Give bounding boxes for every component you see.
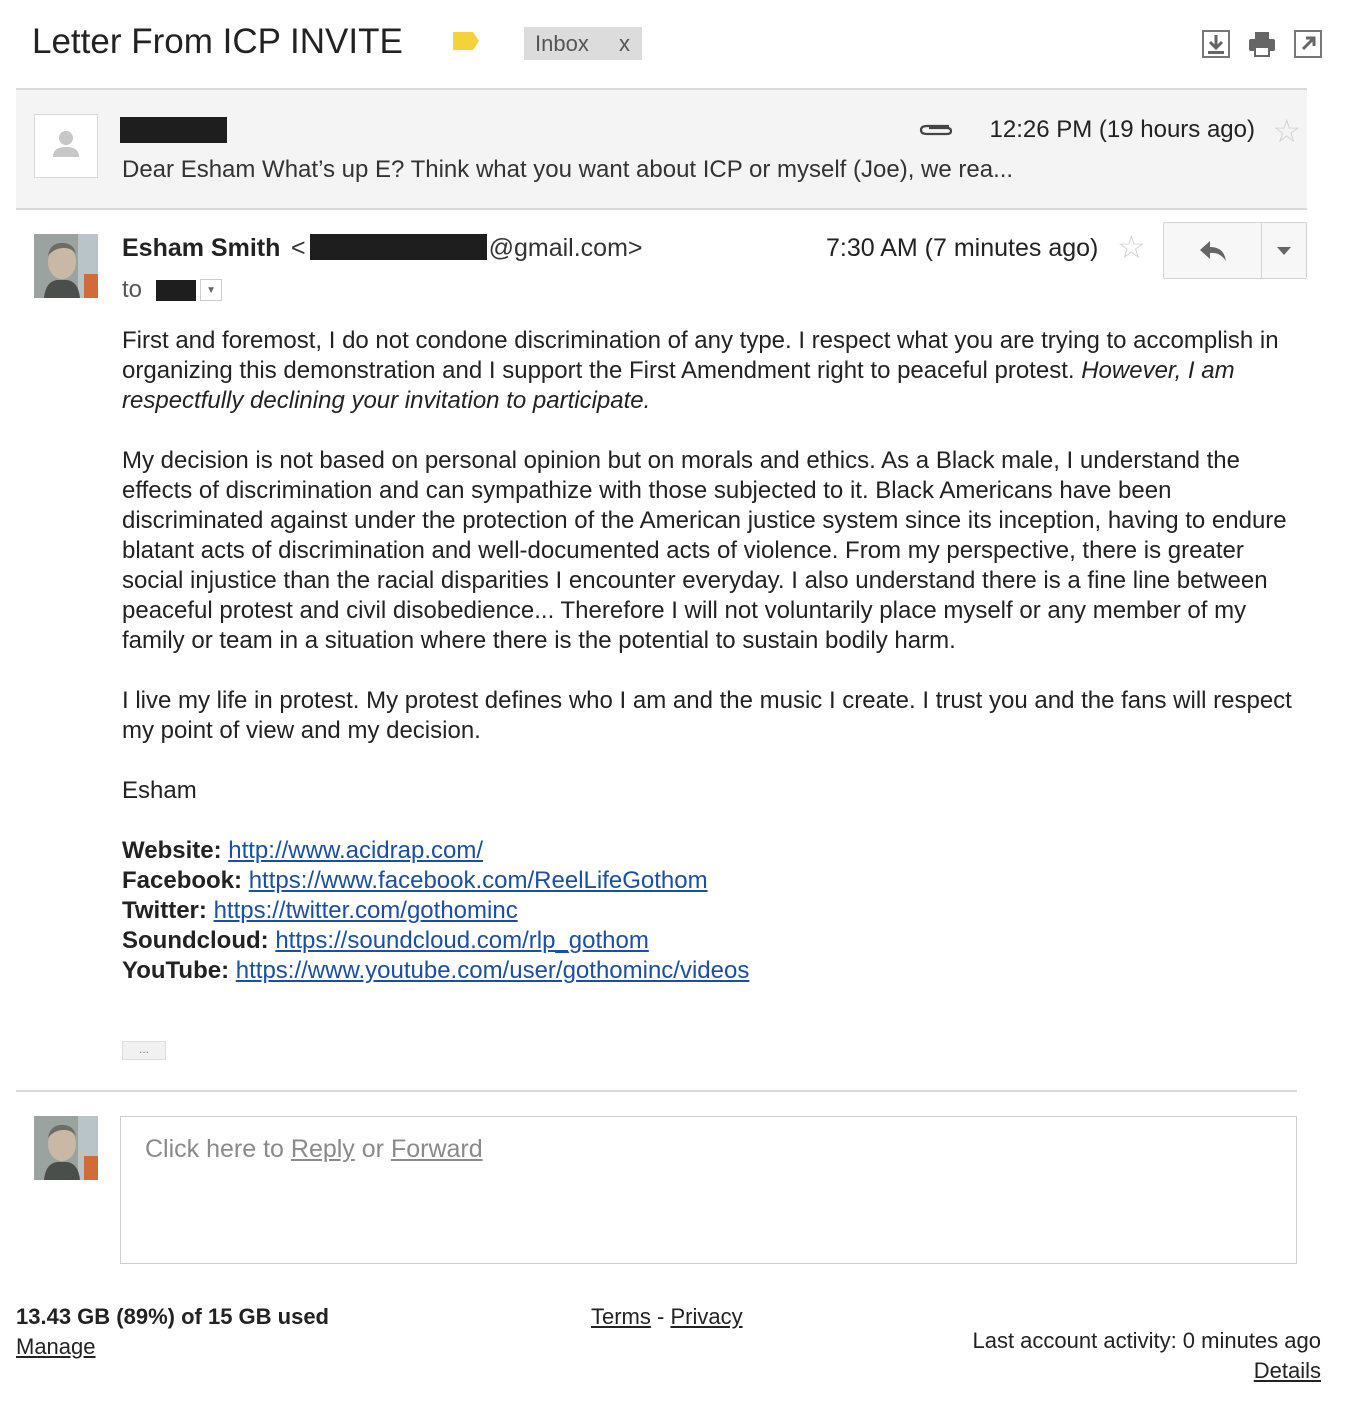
sender-email-suffix: @gmail.com> [488, 234, 643, 262]
label-tag-icon[interactable] [451, 30, 481, 52]
reply-box[interactable] [120, 1116, 1297, 1264]
redacted-recipient [156, 280, 196, 301]
signature-row-soundcloud [122, 926, 1292, 956]
website-link[interactable]: http://www.acidrap.com/ [228, 837, 484, 864]
sender-email-prefix: < [291, 234, 306, 262]
print-icon[interactable] [1248, 30, 1276, 58]
remove-label-button[interactable]: x [619, 31, 630, 56]
download-icon[interactable] [1202, 30, 1230, 58]
more-actions-button[interactable] [1262, 223, 1306, 278]
reply-prompt-middle: or [354, 1135, 391, 1163]
banknote-portrait-icon [34, 1116, 98, 1180]
account-activity [972, 1328, 1321, 1384]
subject-row [32, 20, 1322, 64]
attachment-icon [919, 120, 953, 140]
signoff: Esham [122, 777, 197, 804]
body-paragraph [122, 326, 1292, 416]
message-header [16, 222, 1307, 312]
banknote-portrait-icon [34, 234, 98, 298]
sender-name: Esham Smith [122, 234, 281, 262]
star-icon[interactable]: ☆ [1117, 229, 1146, 265]
twitter-link[interactable]: https://twitter.com/gothominc [213, 897, 518, 924]
signature-row-facebook [122, 866, 1292, 896]
forward-link[interactable]: Forward [390, 1135, 483, 1163]
signature-row-website [122, 836, 1292, 866]
avatar [34, 114, 98, 178]
last-activity-text: Last account activity: 0 minutes ago [972, 1328, 1321, 1353]
reply-prompt-prefix: Click here to [145, 1135, 291, 1163]
link-label: Website: [122, 837, 222, 864]
default-avatar-icon [35, 115, 97, 177]
details-link[interactable]: Details [1253, 1358, 1321, 1383]
message-body [122, 326, 1292, 986]
open-in-new-window-icon[interactable] [1294, 30, 1322, 58]
link-label: Soundcloud: [122, 927, 269, 954]
paragraph-italic-text: However, I am respectfully declining your invitation to participate. [122, 357, 1235, 414]
collapsed-time: 12:26 PM (19 hours ago) [989, 116, 1255, 143]
redacted-email [310, 234, 487, 260]
footer-separator: - [650, 1304, 671, 1329]
collapsed-message[interactable] [16, 90, 1307, 208]
youtube-link[interactable]: https://www.youtube.com/user/gothominc/videos [235, 957, 750, 984]
storage-usage: 13.43 GB (89%) of 15 GB used [16, 1304, 329, 1329]
redacted-sender [120, 117, 227, 143]
link-label: YouTube: [122, 957, 230, 984]
to-label: to [122, 276, 143, 303]
signature-row-youtube [122, 956, 1292, 986]
body-paragraph: My decision is not based on personal opinion but on morals and ethics. As a Black male, I understand the effects of discrimination and can sympathize with those subjected to it. Black Americans have been discriminated against under the protection of the American justice system since its inception, having to endure blatant acts of discrimination and well-documented acts of violence. From my perspective, there is greater social injustice than the racial disparities I encounter everyday. I also understand there is a fine line between peaceful protest and civil disobedience... Therefore I will not voluntarily place myself or any member of my family or team in a situation where there is the potential to sustain bodily harm. [122, 447, 1287, 654]
inbox-label-chip [524, 27, 642, 60]
manage-storage-link[interactable]: Manage [16, 1334, 96, 1359]
soundcloud-link[interactable]: https://soundcloud.com/rlp_gothom [275, 927, 649, 954]
reply-area [16, 1116, 1297, 1266]
body-paragraph: I live my life in protest. My protest defines who I am and the music I create. I trust you and the fans will respect my point of view and my decision. [122, 687, 1292, 744]
terms-link[interactable]: Terms [591, 1304, 651, 1329]
reply-arrow-icon [1198, 240, 1228, 262]
show-trimmed-content-button[interactable]: ... [122, 1041, 166, 1060]
divider [16, 1090, 1297, 1092]
email-subject: Letter From ICP INVITE [32, 22, 403, 61]
reply-prompt [145, 1135, 483, 1164]
facebook-link[interactable]: https://www.facebook.com/ReelLifeGothom [248, 867, 708, 894]
message-snippet: Dear Esham What’s up E? Think what you want about ICP or myself (Joe), we rea... [122, 156, 1014, 183]
link-label: Facebook: [122, 867, 243, 894]
footer-links [591, 1304, 743, 1330]
storage-info [16, 1304, 329, 1360]
link-label: Twitter: [122, 897, 207, 924]
show-details-dropdown[interactable]: ▼ [200, 279, 222, 301]
privacy-link[interactable]: Privacy [670, 1304, 743, 1329]
recipient-row [122, 276, 222, 304]
sender-avatar [34, 234, 98, 298]
star-icon[interactable]: ☆ [1272, 113, 1301, 149]
divider [16, 208, 1307, 210]
chevron-down-icon [1277, 247, 1291, 255]
sender-email [291, 234, 643, 263]
paragraph-text: First and foremost, I do not condone discrimination of any type. I respect what you are trying to accomplish in organizing this demonstration and I support the First Amendment right to peaceful protest. [122, 327, 1279, 384]
signature-links [122, 836, 1292, 986]
reply-link[interactable]: Reply [290, 1135, 355, 1163]
top-actions [1202, 30, 1322, 58]
reply-button[interactable] [1164, 223, 1262, 278]
reply-button-group [1163, 222, 1307, 279]
inbox-label-text: Inbox [535, 30, 589, 56]
signature-row-twitter [122, 896, 1292, 926]
message-time: 7:30 AM (7 minutes ago) [826, 234, 1099, 262]
user-avatar [34, 1116, 98, 1180]
